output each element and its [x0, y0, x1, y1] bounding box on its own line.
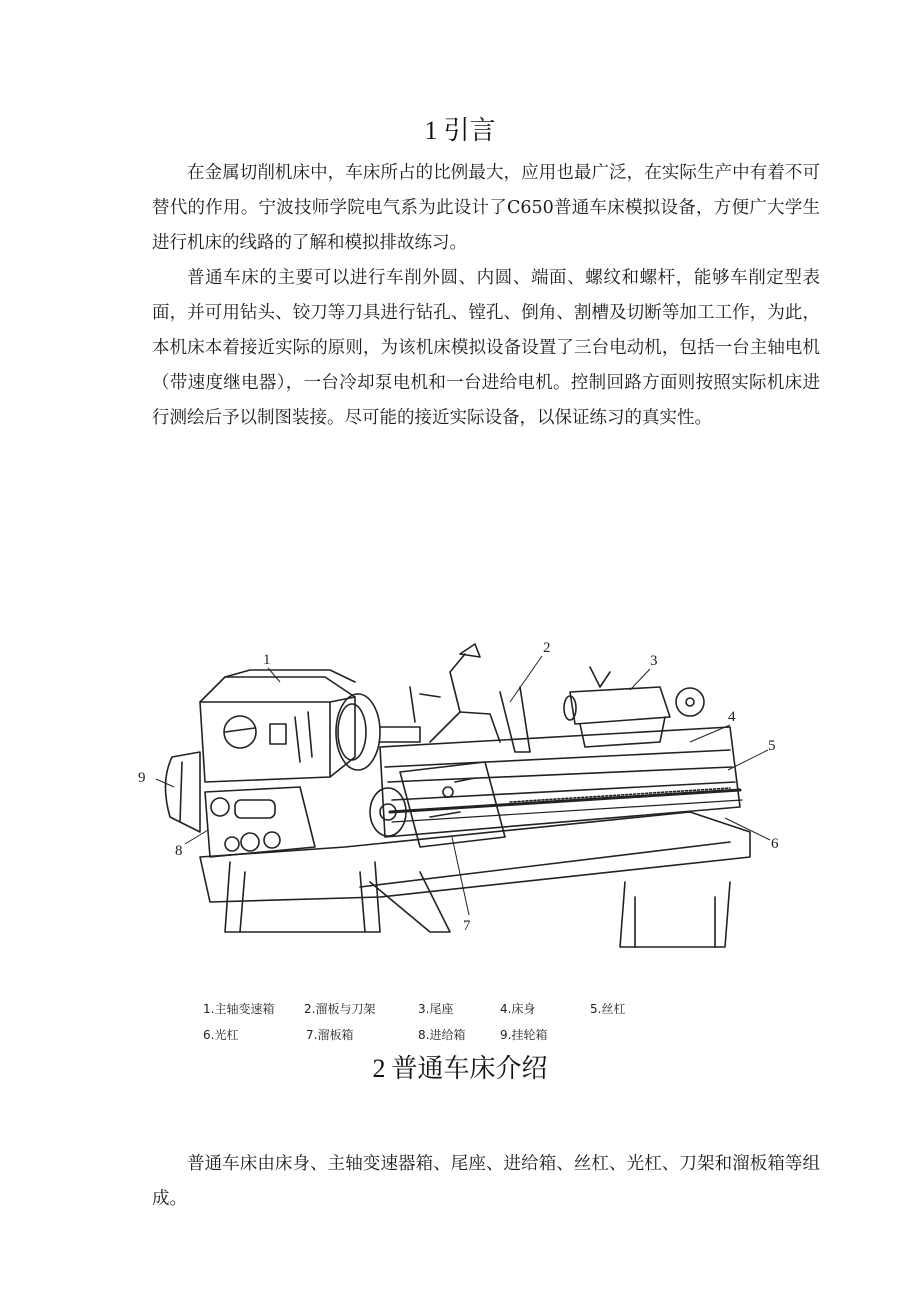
callout-2: 2: [543, 640, 551, 656]
legend-item-7: 7.溜板箱: [306, 1028, 354, 1042]
legend-item-6: 6.光杠: [203, 1028, 239, 1042]
section-1-number: 1: [424, 116, 438, 145]
section-2-number: 2: [372, 1054, 386, 1083]
callout-5: 5: [768, 738, 776, 754]
section-1-paragraph-2: 普通车床的主要可以进行车削外圆、内圆、端面、螺纹和螺杆，能够车削定型表面，并可用钻头、铰刀等刀具进行钻孔、镗孔、倒角、割槽及切断等加工工作，为此，本机床本着接近实际的原则，为该机床模拟设备设置了三台电动机，包括一台主轴电机（带速度继电器），一台冷却泵电机和一台进给电机。控制回路方面则按照实际机床进行测绘后予以制图装接。尽可能的接近实际设备，以保证练习的真实性。: [152, 268, 820, 428]
callout-4: 4: [728, 709, 736, 725]
section-1-title: 引言: [443, 116, 496, 146]
legend-item-3: 3.尾座: [418, 1002, 454, 1016]
legend-item-1: 1.主轴变速箱: [203, 1002, 275, 1016]
callout-1: 1: [263, 652, 271, 668]
callout-6: 6: [771, 836, 779, 852]
legend-item-4: 4.床身: [500, 1002, 536, 1016]
callout-8: 8: [175, 843, 183, 859]
lathe-illustration: [130, 632, 790, 962]
section-2-title: 普通车床介绍: [391, 1054, 548, 1084]
section-2-heading: [0, 1048, 920, 1085]
legend-item-9: 9.挂轮箱: [500, 1028, 548, 1042]
legend-item-5: 5.丝杠: [590, 1002, 626, 1016]
legend-item-2: 2.溜板与刀架: [304, 1002, 376, 1016]
section-1-heading: [0, 110, 920, 147]
callout-3: 3: [650, 653, 658, 669]
section-2-paragraph-1: 普通车床由床身、主轴变速器箱、尾座、进给箱、丝杠、光杠、刀架和溜板箱等组成。: [152, 1154, 820, 1209]
callout-9: 9: [138, 770, 146, 786]
section-1-paragraph-1: 在金属切削机床中，车床所占的比例最大，应用也最广泛，在实际生产中有着不可替代的作用。宁波技师学院电气系为此设计了C650普通车床模拟设备，方便广大学生进行机床的线路的了解和模拟排故练习。: [152, 163, 820, 253]
callout-7: 7: [463, 918, 471, 934]
legend-item-8: 8.进给箱: [418, 1028, 466, 1042]
